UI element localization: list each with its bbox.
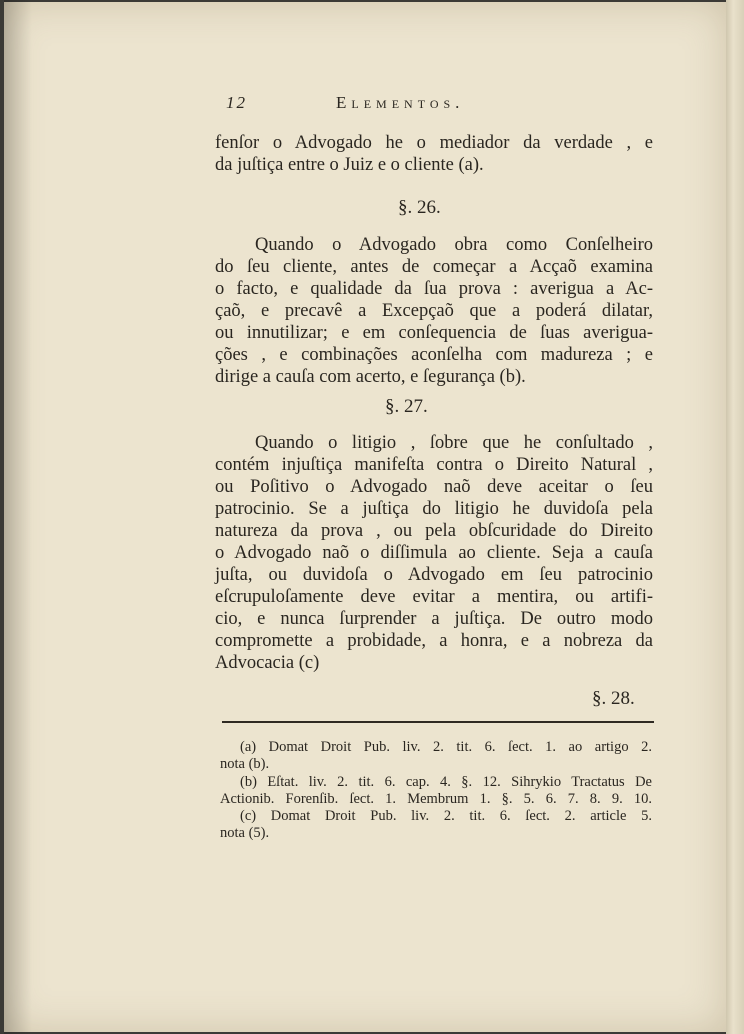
footnote-line: nota (5). bbox=[220, 825, 270, 841]
binding-shadow bbox=[4, 0, 32, 1034]
text-line: Quando o litigio , ſobre que he conſultado , bbox=[255, 433, 653, 453]
footnote-rule bbox=[222, 721, 654, 723]
text-line: do ſeu cliente, antes de começar a Acçaõ examina bbox=[215, 257, 653, 277]
text-line: o Advogado naõ o diſſimula ao cliente. Seja a cauſa bbox=[215, 543, 653, 563]
footnote-line: (c) Domat Droit Pub. liv. 2. tit. 6. ſect. 2. article 5. bbox=[240, 808, 652, 824]
text-line: patrocinio. Se a juſtiça do litigio he duvidoſa pela bbox=[215, 499, 653, 519]
text-line: Advocacia (c) bbox=[215, 653, 320, 673]
text-line: ções , e combinações aconſelha com madureza ; e bbox=[215, 345, 653, 365]
footnote-line: (b) Eſtat. liv. 2. tit. 6. cap. 4. §. 12. Sihrykio Tractatus De bbox=[240, 774, 652, 790]
text-line: contém injuſtiça manifeſta contra o Direito Natural , bbox=[215, 455, 653, 475]
text-line: ou innutilizar; e em conſequencia de ſuas averigua- bbox=[215, 323, 653, 343]
text-line: dirige a cauſa com acerto, e ſegurança (b). bbox=[215, 367, 526, 387]
running-title: Elementos. bbox=[336, 93, 465, 112]
text-line: fenſor o Advogado he o mediador da verdade , e bbox=[215, 133, 653, 153]
page-edge bbox=[726, 0, 744, 1034]
footnote-line: (a) Domat Droit Pub. liv. 2. tit. 6. ſect. 1. ao artigo 2. bbox=[240, 739, 652, 755]
text-line: natureza da prova , ou pela obſcuridade do Direito bbox=[215, 521, 653, 541]
text-line: o facto, e qualidade da ſua prova : averigua a Ac- bbox=[215, 279, 653, 299]
page-number: 12 bbox=[226, 93, 247, 112]
text-line: juſta, ou duvidoſa o Advogado em ſeu patrocinio bbox=[215, 565, 653, 585]
text-line: da juſtiça entre o Juiz e o cliente (a). bbox=[215, 155, 484, 175]
text-line: compromette a probidade, a honra, e a nobreza da bbox=[215, 631, 653, 651]
text-line: cio, e nunca ſurprender a juſtiça. De outro modo bbox=[215, 609, 653, 629]
section-heading-27: §. 27. bbox=[385, 396, 428, 417]
catchword: §. 28. bbox=[592, 688, 635, 709]
text-line: eſcrupuloſamente deve evitar a mentira, ou artifi- bbox=[215, 587, 653, 607]
text-line: ou Poſitivo o Advogado naõ deve aceitar o ſeu bbox=[215, 477, 653, 497]
text-line: Quando o Advogado obra como Conſelheiro bbox=[255, 235, 653, 255]
text-line: çaõ, e precavê a Excepçaõ que a poderá dilatar, bbox=[215, 301, 653, 321]
section-heading-26: §. 26. bbox=[398, 197, 441, 218]
footnote-line: Actionib. Forenſib. ſect. 1. Membrum 1. §. 5. 6. 7. 8. 9. 10. bbox=[220, 791, 652, 807]
footnote-line: nota (b). bbox=[220, 756, 270, 772]
